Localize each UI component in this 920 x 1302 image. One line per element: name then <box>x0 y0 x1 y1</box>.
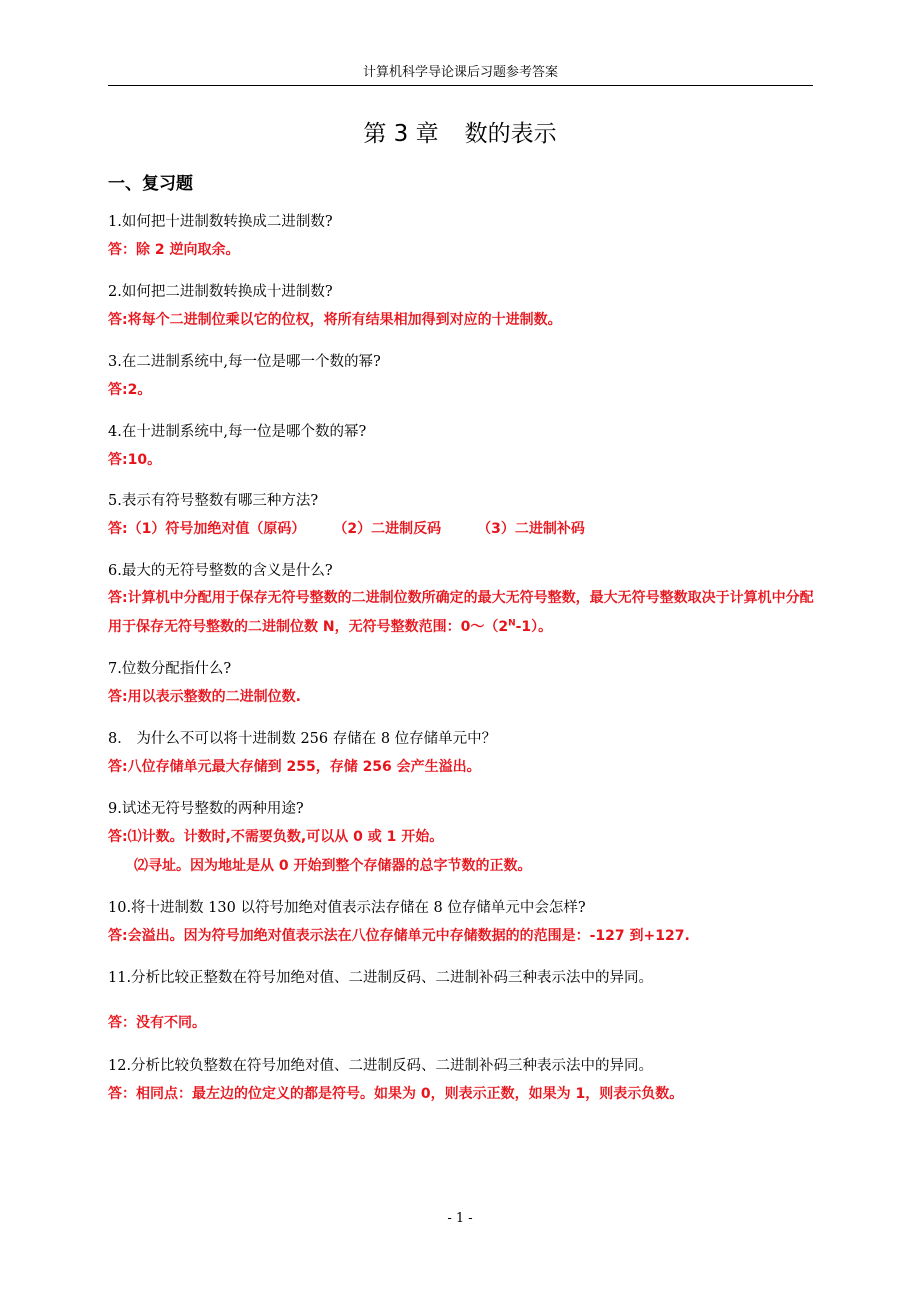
question-9: 9.试述无符号整数的两种用途? <box>108 801 304 817</box>
question-2: 2.如何把二进制数转换成十进制数? <box>108 284 333 300</box>
question-12: 12.分析比较负整数在符号加绝对值、二进制反码、二进制补码三种表示法中的异同。 <box>108 1058 654 1074</box>
answer-10: 答:会溢出。因为符号加绝对值表示法在八位存储单元中存储数据的的范围是：-127 到+127. <box>108 928 690 944</box>
question-10: 10.将十进制数 130 以符号加绝对值表示法存储在 8 位存储单元中会怎样? <box>108 900 586 916</box>
answer-3: 答:2。 <box>108 382 152 398</box>
answer-12: 答：相同点：最左边的位定义的都是符号。如果为 0，则表示正数，如果为 1，则表示负数。 <box>108 1086 684 1102</box>
question-11: 11.分析比较正整数在符号加绝对值、二进制反码、二进制补码三种表示法中的异同。 <box>108 970 654 986</box>
answer-9-continued: ⑵寻址。因为地址是从 0 开始到整个存储器的总字节数的正数。 <box>134 858 532 874</box>
question-8: 8． 为什么不可以将十进制数 256 存储在 8 位存储单元中？ <box>108 731 497 747</box>
answer-6-suffix: -1）。 <box>515 619 553 635</box>
chapter-name: 数的表示 <box>464 121 557 147</box>
answer-1: 答：除 2 逆向取余。 <box>108 242 240 258</box>
question-6: 6.最大的无符号整数的含义是什么? <box>108 563 333 579</box>
answer-5 <box>108 519 814 539</box>
answer-5-part-2: （2）二进制反码 <box>333 521 442 537</box>
question-3: 3.在二进制系统中,每一位是哪一个数的幂? <box>108 354 381 370</box>
header-title: 计算机科学导论课后习题参考答案 <box>362 65 558 80</box>
page-header <box>108 64 813 86</box>
answer-5-part-1: 答:（1）符号加绝对值（原码） <box>108 521 306 537</box>
question-7: 7.位数分配指什么? <box>108 661 232 677</box>
question-4: 4.在十进制系统中,每一位是哪个数的幂? <box>108 424 367 440</box>
answer-11: 答：没有不同。 <box>108 1015 206 1031</box>
answer-8: 答:八位存储单元最大存储到 255，存储 256 会产生溢出。 <box>108 759 481 775</box>
page-number: - 1 - <box>447 1211 473 1226</box>
answer-6-exponent: N <box>508 618 516 629</box>
answer-6 <box>108 584 814 642</box>
chapter-label: 第 3 章 <box>363 121 439 147</box>
answer-9: 答:⑴计数。计数时,不需要负数,可以从 0 或 1 开始。 <box>108 829 444 845</box>
answer-2: 答:将每个二进制位乘以它的位权，将所有结果相加得到对应的十进制数。 <box>108 312 562 328</box>
answer-6-text: 答:计算机中分配用于保存无符号整数的二进制位数所确定的最大无符号整数，最大无符号整数取决于计算机中分配用于保存无符号整数的二进制位数 N，无符号整数范围：0～（2 <box>108 590 814 635</box>
chapter-title <box>0 118 920 150</box>
answer-4: 答:10。 <box>108 452 162 468</box>
answer-7: 答:用以表示整数的二进制位数. <box>108 689 301 705</box>
question-5: 5.表示有符号整数有哪三种方法? <box>108 493 319 509</box>
answer-5-part-3: （3）二进制补码 <box>477 521 585 537</box>
question-1: 1.如何把十进制数转换成二进制数? <box>108 214 333 230</box>
section-heading: 一、复习题 <box>108 174 193 194</box>
